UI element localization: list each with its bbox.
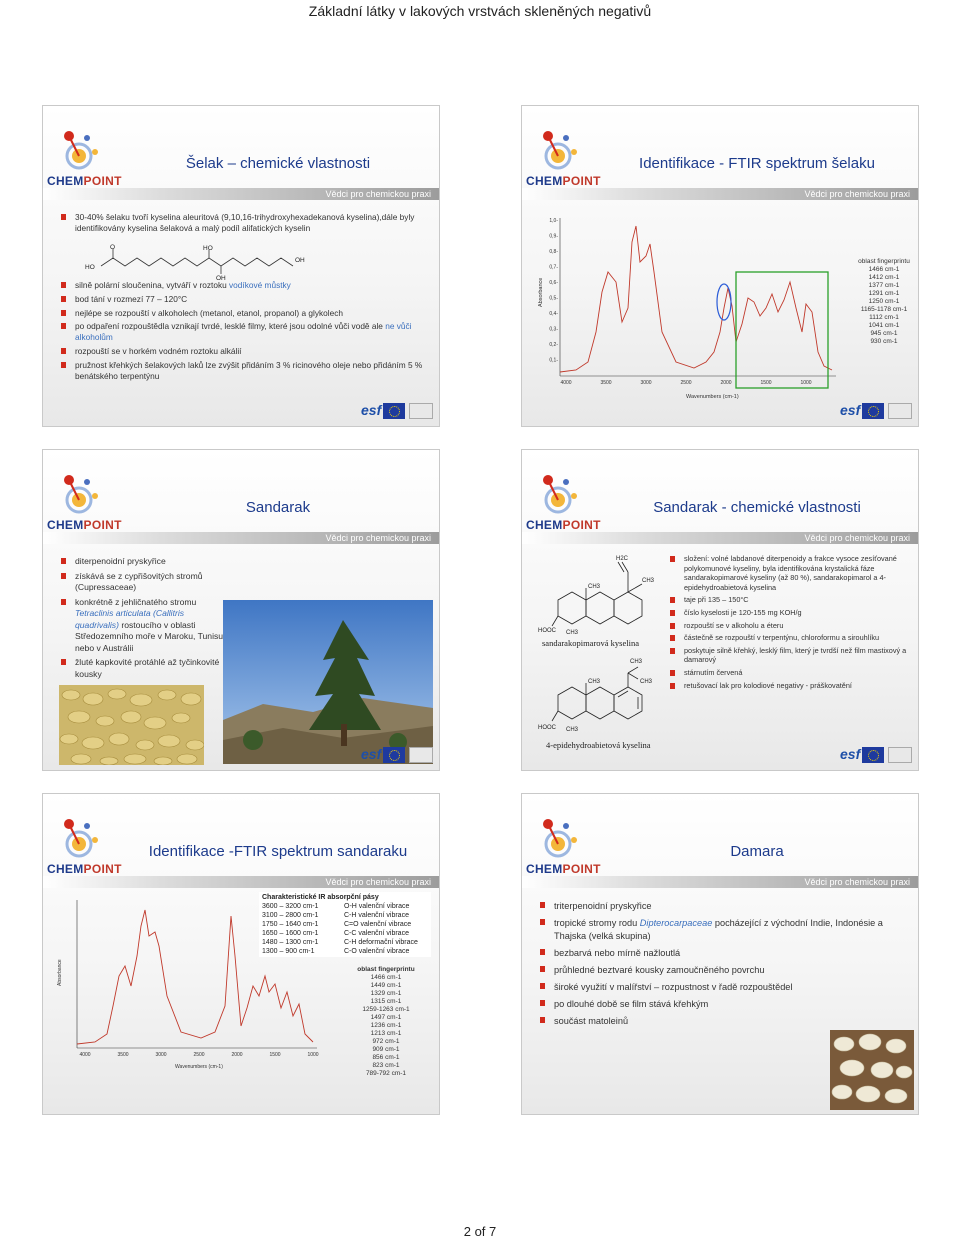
logo-icon (536, 128, 582, 174)
y-tick-label: 0,9- (549, 233, 558, 240)
x-tick-label: 2500 (193, 1052, 205, 1058)
x-tick-label: 4000 (560, 380, 572, 386)
esf-logo: esf (361, 402, 433, 420)
y-tick-label: 1,0- (549, 218, 558, 224)
slide-sandarac-chemical-properties (521, 449, 919, 771)
fingerprint-list (341, 966, 431, 1078)
bullet-item: retušovací lak pro kolodiové negativy - práškovatění (670, 681, 908, 691)
bullet-flexibility: pružnost křehkých šelakových laků lze zvýšit přidáním 3 % ricinového oleje nebo přidáním 5 % benátského terpentýnu (61, 360, 429, 382)
bullet-triterpenoid: triterpenoidní pryskyřice (540, 900, 888, 913)
slide-title: Damara (730, 843, 784, 860)
tree-photo (223, 600, 433, 764)
x-tick-label: 4000 (79, 1052, 91, 1058)
fingerprint-value: 1250 cm-1 (868, 298, 900, 305)
fingerprint-value: 856 cm-1 (372, 1054, 400, 1061)
x-axis-label: Wavenumbers (cm-1) (686, 394, 739, 400)
ir-bands-table (259, 892, 431, 957)
bullet-films: po odpaření rozpouštědla vznikají tvrdé, lesklé filmy, které jsou odolné vůči vodě ale ne vůči alkoholům (61, 321, 429, 343)
fingerprint-value: 1449 cm-1 (370, 982, 402, 989)
x-tick-label: 3500 (600, 380, 612, 386)
ir-table-row: 3100 – 2800 cm-1 C-H valenční vibrace (262, 912, 409, 919)
bullet-diterpenoid: diterpenoidní pryskyřice (61, 556, 224, 568)
struct-ho2: HO (203, 245, 213, 252)
esf-logo: esf (840, 746, 912, 764)
fingerprint-value: 930 cm-1 (870, 338, 898, 345)
epidehydroabietic-acid-label: 4-epidehydroabietová kyselina (546, 740, 651, 750)
bullet-list (670, 554, 908, 693)
fingerprint-value: 1165-1178 cm-1 (860, 306, 908, 313)
x-tick-label: 3000 (155, 1052, 167, 1058)
slide-shellac-chemical-properties (42, 105, 440, 427)
bullet-alkali: rozpouští se v horkém vodném roztoku alkálií (61, 346, 429, 357)
bullet-item: stárnutím červená (670, 668, 908, 678)
x-tick-label: 3000 (640, 380, 652, 386)
y-tick-label: 0,5- (549, 295, 558, 302)
esf-logo: esf (840, 402, 912, 420)
ir-table-row: 3600 – 3200 cm-1 O-H valenční vibrace (262, 903, 410, 910)
bullet-item: číslo kyselosti je 120-155 mg KOH/g (670, 608, 908, 618)
y-tick-label: 0,2- (549, 342, 558, 348)
esf-logo: esf (361, 746, 433, 764)
y-tick-label: 0,4- (549, 311, 558, 317)
slide-title: Šelak – chemické vlastnosti (185, 155, 371, 172)
struct1-ch3-c: CH3 (566, 630, 579, 636)
bullet-use: široké využití v malířství – rozpustnost v řadě rozpouštědel (540, 981, 888, 994)
chempoint-logo: CHEMPOINT (526, 472, 594, 534)
slide-band: Vědci pro chemickou praxi (522, 876, 918, 888)
aleuritic-acid-structure (83, 244, 313, 280)
ir-table-title: Charakteristické IR absorpční pásy (262, 894, 379, 901)
epidehydroabietic-acid-structure (538, 655, 668, 740)
bullet-item: taje při 135 – 150°C (670, 595, 908, 605)
bullet-list (61, 212, 429, 237)
fingerprint-value: 1213 cm-1 (370, 1030, 402, 1037)
bullet-list (540, 900, 888, 1032)
bullet-list (61, 556, 224, 683)
ir-table-row: 1300 – 900 cm-1 C-O valenční vibrace (262, 948, 410, 955)
fingerprint-value: 1315 cm-1 (370, 998, 402, 1005)
chempoint-logo (47, 128, 122, 190)
fingerprint-value: 1412 cm-1 (868, 274, 900, 281)
bullet-polar: silně polární sloučenina, vytváří v roztoku vodíkové můstky (61, 280, 429, 291)
y-tick-label: 0,7- (549, 264, 558, 271)
fingerprint-value: 789-792 cm-1 (365, 1070, 407, 1077)
y-tick-label: 0,3- (549, 326, 558, 333)
bullet-solubility: nejlépe se rozpouští v alkoholech (metanol, etanol, propanol) a glykolech (61, 308, 429, 319)
struct1-h2c: H2C (616, 556, 629, 562)
struct-oh1: OH (216, 275, 226, 280)
y-axis-label: Absorbance (57, 959, 63, 986)
bullet-item: poskytuje silně křehký, lesklý film, který je tvrdší než film mastixový a damarový (670, 646, 908, 665)
spectrum-line (560, 226, 832, 372)
logo-icon (536, 816, 582, 862)
x-tick-label: 1000 (800, 380, 812, 386)
fingerprint-value: 1329 cm-1 (370, 990, 402, 997)
chempoint-logo: CHEMPOINT (526, 128, 594, 190)
bullet-item: složení: volné labdanové diterpenoidy a frakce vysoce zesíťované polykomunové kyseliny, byla identifikována krystalická fáze sandarakopimarové kyseliny (až 80 %), sandarakopimarol a 4-epidehydroabietová kyselina (670, 554, 908, 592)
slide-damar (521, 793, 919, 1115)
chempoint-logo: CHEMPOINT (47, 816, 115, 878)
bullet-melting: bod tání v rozmezí 77 – 120°C (61, 294, 429, 305)
struct2-hooc: HOOC (538, 725, 556, 731)
page-footer: 2 of 7 (463, 1224, 497, 1239)
x-tick-label: 1500 (269, 1052, 281, 1058)
sandaracopimaric-acid-structure (538, 550, 668, 640)
shellac-ftir-spectrum (536, 212, 856, 408)
ir-table-row: 1650 – 1600 cm-1 C-C valenční vibrace (262, 930, 409, 937)
y-tick-label: 0,1- (549, 357, 558, 364)
fingerprint-value: 823 cm-1 (372, 1062, 400, 1069)
x-axis-label: Wavenumbers (cm-1) (175, 1064, 223, 1070)
y-tick-label: 0,8- (549, 249, 558, 255)
x-tick-label: 2000 (231, 1052, 243, 1058)
slide-band: Vědci pro chemickou praxi (522, 532, 918, 544)
slide-band: Vědci pro chemickou praxi (522, 188, 918, 200)
fingerprint-value: 1291 cm-1 (868, 290, 900, 297)
ir-table-row: 1480 – 1300 cm-1 C-H deformační vibrace (262, 939, 418, 946)
y-tick-label: 0,6- (549, 280, 558, 286)
bullet-appearance: žluté kapkovité protáhlé až tyčinkovité kousky (61, 657, 224, 680)
logo-text: CHEMPOINT (47, 174, 122, 188)
fingerprint-value: 1112 cm-1 (869, 314, 899, 321)
chempoint-logo: CHEMPOINT (47, 472, 115, 534)
sandaracopimaric-acid-label: sandarakopimarová kyselina (542, 638, 640, 648)
fingerprint-list (854, 258, 914, 346)
bullet-item: částečně se rozpouští v terpentýnu, chloroformu a sirouhlíku (670, 633, 908, 643)
ir-table-row: 1750 – 1640 cm-1 C=O valenční vibrace (262, 921, 412, 928)
logo-icon (57, 128, 103, 174)
logo-icon (536, 472, 582, 518)
bullet-aleuritic-acid: 30-40% šelaku tvoří kyselina aleuritová (9,10,16-trihydroxyhexadekanová kyselina),dále byly identifikovány kyselina šelaková a malý podíl alifatických kyselin (61, 212, 429, 234)
carbonyl-peak-highlight (717, 284, 731, 320)
slide-band: Vědci pro chemickou praxi (43, 532, 439, 544)
logo-icon (57, 816, 103, 862)
x-tick-label: 2000 (720, 380, 732, 386)
slide-sandarac-ftir (42, 793, 440, 1115)
slide-band: Vědci pro chemickou praxi (43, 876, 439, 888)
struct-ho: HO (85, 264, 95, 271)
x-tick-label: 1500 (760, 380, 772, 386)
bullet-item: rozpouští se v alkoholu a éteru (670, 621, 908, 631)
fingerprint-value: 1466 cm-1 (868, 266, 900, 273)
slide-title: Identifikace -FTIR spektrum sandaraku (148, 843, 408, 860)
bullet-list-2 (61, 280, 429, 384)
slide-title: Sandarak (245, 499, 311, 516)
fingerprint-value: 1041 cm-1 (868, 322, 900, 329)
fingerprint-value: 1259-1263 cm-1 (362, 1006, 410, 1013)
fingerprint-value: 1466 cm-1 (370, 974, 402, 981)
slide-title: Sandarak - chemické vlastnosti (653, 499, 861, 516)
y-axis-label: Absorbance (538, 277, 544, 307)
bullet-tree: konkrétně z jehličnatého stromu Tetraclinis articulata (Callitris quadrivalis) rostoucího v oblasti Středozemního moře v Maroku, Tunisu nebo v Austrálii (61, 597, 224, 655)
struct1-ch3-a: CH3 (642, 578, 655, 584)
x-tick-label: 1000 (307, 1052, 319, 1058)
slide-sandarac (42, 449, 440, 771)
struct2-ch3-a: CH3 (630, 659, 643, 665)
band-text: Vědci pro chemickou praxi (325, 189, 431, 199)
struct1-hooc: HOOC (538, 628, 556, 634)
struct-o: O (110, 244, 116, 251)
fingerprint-value: 909 cm-1 (372, 1046, 400, 1053)
fingerprint-value: 1497 cm-1 (370, 1014, 402, 1021)
slide-title: Identifikace - FTIR spektrum šelaku (639, 155, 875, 172)
struct2-ch3-c: CH3 (588, 679, 601, 685)
bullet-brittle: po dlouhé době se film stává křehkým (540, 998, 888, 1011)
bullet-matolein: součást matoleinů (540, 1015, 888, 1028)
fingerprint-title: oblast fingerprintu (858, 258, 910, 265)
fingerprint-value: 1377 cm-1 (868, 282, 900, 289)
struct2-ch3-b: CH3 (640, 679, 653, 685)
fingerprint-value: 972 cm-1 (372, 1038, 400, 1045)
x-tick-label: 3500 (117, 1052, 129, 1058)
fingerprint-value: 945 cm-1 (870, 330, 898, 337)
struct-oh2: OH (295, 257, 305, 264)
bullet-source: získává se z cypřišovitých stromů (Cupressaceae) (61, 571, 224, 594)
chempoint-logo: CHEMPOINT (526, 816, 594, 878)
bullet-source: tropické stromy rodu Dipterocarpaceae pocházející z východní Indie, Indonésie a Thajska (velká skupina) (540, 917, 888, 943)
resin-photo (59, 685, 204, 765)
struct2-ch3-d: CH3 (566, 727, 579, 733)
bullet-pieces: průhledné beztvaré kousky zamoučněného povrchu (540, 964, 888, 977)
damar-photo (830, 1030, 914, 1110)
fingerprint-title: oblast fingerprintu (357, 966, 415, 973)
struct1-ch3-b: CH3 (588, 584, 601, 590)
x-tick-label: 2500 (680, 380, 692, 386)
logo-icon (57, 472, 103, 518)
bullet-color: bezbarvá nebo mírně nažloutlá (540, 947, 888, 960)
fingerprint-region-box (736, 272, 828, 388)
slide-shellac-ftir (521, 105, 919, 427)
fingerprint-value: 1236 cm-1 (370, 1022, 402, 1029)
page-header: Základní látky v lakových vrstvách skleněných negativů (308, 3, 652, 19)
